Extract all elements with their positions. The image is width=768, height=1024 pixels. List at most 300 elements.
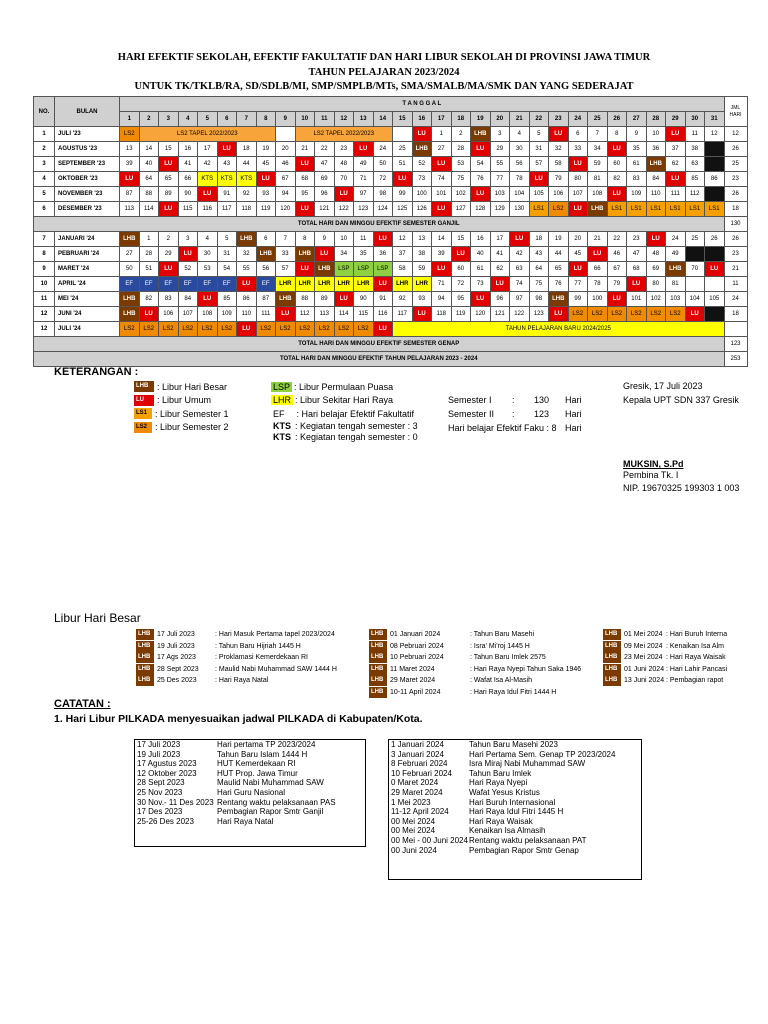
day-cell: 124 xyxy=(373,202,393,217)
lhb-badge: LHB xyxy=(136,641,154,652)
day-cell: EF xyxy=(178,277,198,292)
day-cell: 90 xyxy=(354,292,374,307)
catatan-desc: Hari Raya Idul Fitri 1445 H xyxy=(469,807,564,817)
day-cell xyxy=(705,247,725,262)
lhb-badge: LHB xyxy=(136,664,154,675)
day-cell: LU xyxy=(198,187,218,202)
day-cell: 18 xyxy=(237,142,257,157)
day-cell: 36 xyxy=(373,247,393,262)
day-cell: LU xyxy=(490,277,510,292)
day-cell: 117 xyxy=(217,202,237,217)
row-number: 7 xyxy=(34,232,55,247)
day-cell: LHB xyxy=(120,292,140,307)
day-cell: EF xyxy=(159,277,179,292)
day-cell: 71 xyxy=(354,172,374,187)
day-cell: LU xyxy=(568,157,588,172)
libur-column-3 xyxy=(603,629,727,687)
day-cell: LSP xyxy=(373,262,393,277)
day-cell: 50 xyxy=(373,157,393,172)
lhb-badge: LHB xyxy=(136,675,154,686)
day-cell xyxy=(705,277,725,292)
day-cell: 5 xyxy=(217,232,237,247)
day-cell: 80 xyxy=(568,172,588,187)
day-cell: 112 xyxy=(685,187,705,202)
day-header: 2 xyxy=(139,112,159,127)
day-header: 13 xyxy=(354,112,374,127)
day-cell: 32 xyxy=(549,142,569,157)
period-span: LS2 TAPEL 2022/2023 xyxy=(295,127,393,142)
day-cell: LU xyxy=(529,172,549,187)
legend-badge: LU xyxy=(134,395,154,406)
day-header: 15 xyxy=(393,112,413,127)
day-cell: 107 xyxy=(178,307,198,322)
libur-date: 23 Mei 2024 xyxy=(624,654,663,662)
month-name: DESEMBER '23 xyxy=(55,202,120,217)
fakultatif-label: Hari belajar Efektif Faku : 8 xyxy=(448,423,557,433)
day-cell: 55 xyxy=(490,157,510,172)
libur-date: 09 Mei 2024 xyxy=(624,642,663,650)
day-header: 26 xyxy=(607,112,627,127)
lhb-badge: LHB xyxy=(603,664,621,675)
day-header: 5 xyxy=(198,112,218,127)
day-cell: 38 xyxy=(685,142,705,157)
day-cell: 121 xyxy=(315,202,335,217)
day-cell: 18 xyxy=(529,232,549,247)
row-number: 6 xyxy=(34,202,55,217)
day-cell: LS1 xyxy=(529,202,549,217)
day-cell: 31 xyxy=(217,247,237,262)
catatan-item xyxy=(389,798,641,808)
catatan-item xyxy=(389,817,641,827)
day-cell: LU xyxy=(549,307,569,322)
day-cell: 32 xyxy=(237,247,257,262)
day-cell: 95 xyxy=(451,292,471,307)
day-cell: 96 xyxy=(315,187,335,202)
day-cell: 44 xyxy=(237,157,257,172)
day-cell: 82 xyxy=(607,172,627,187)
day-cell: 43 xyxy=(217,157,237,172)
day-cell: 100 xyxy=(588,292,608,307)
libur-item xyxy=(603,641,727,653)
month-row xyxy=(34,277,748,292)
day-cell: 123 xyxy=(529,307,549,322)
catatan-desc: Hari Pertama Sem. Genap TP 2023/2024 xyxy=(469,749,616,759)
day-cell: LHB xyxy=(120,307,140,322)
day-cell: 14 xyxy=(432,232,452,247)
day-cell: 38 xyxy=(412,247,432,262)
day-cell: 42 xyxy=(510,247,530,262)
catatan-item xyxy=(389,826,641,836)
legend-item xyxy=(134,380,229,394)
catatan-item xyxy=(135,750,365,760)
day-cell: LU xyxy=(315,247,335,262)
day-cell: 73 xyxy=(471,277,491,292)
catatan-date: 17 Des 2023 xyxy=(137,807,183,817)
day-cell: LS2 xyxy=(646,307,666,322)
day-cell: 129 xyxy=(490,202,510,217)
day-cell: LS2 xyxy=(178,322,198,337)
catatan-desc: Tahun Baru Masehi 2023 xyxy=(469,740,558,749)
day-cell: 62 xyxy=(666,157,686,172)
month-total: 26 xyxy=(724,187,747,202)
day-cell: 98 xyxy=(529,292,549,307)
month-row xyxy=(34,232,748,247)
day-cell xyxy=(705,187,725,202)
catatan-date: 8 Februari 2024 xyxy=(391,759,448,769)
catatan-desc: Kenaikan Isa Almasih xyxy=(469,826,546,836)
day-cell: 130 xyxy=(510,202,530,217)
day-cell: 98 xyxy=(373,187,393,202)
day-cell: 111 xyxy=(256,307,276,322)
month-total: 18 xyxy=(724,307,747,322)
day-number-row xyxy=(34,112,748,127)
lhb-badge: LHB xyxy=(136,629,154,640)
month-name: SEPTEMBER '23 xyxy=(55,157,120,172)
catatan-item xyxy=(135,807,365,817)
day-cell: 42 xyxy=(198,157,218,172)
libur-desc: : Pembagian rapot xyxy=(666,677,724,685)
day-cell: LHB xyxy=(256,247,276,262)
day-cell: 115 xyxy=(354,307,374,322)
day-cell: 116 xyxy=(373,307,393,322)
legend-badge: LS1 xyxy=(134,408,152,419)
month-total: 18 xyxy=(724,202,747,217)
semester2-unit: Hari xyxy=(565,409,582,419)
day-cell: 10 xyxy=(646,127,666,142)
day-header: 14 xyxy=(373,112,393,127)
day-cell: 92 xyxy=(393,292,413,307)
day-cell: 33 xyxy=(276,247,296,262)
libur-desc: : Proklamasi Kemerdekaan RI xyxy=(215,654,308,662)
day-cell xyxy=(276,127,296,142)
day-cell: 100 xyxy=(412,187,432,202)
total-value: 253 xyxy=(724,352,747,367)
day-cell: LU xyxy=(237,277,257,292)
catatan-item xyxy=(135,788,365,798)
month-total xyxy=(724,322,747,337)
day-cell: 80 xyxy=(646,277,666,292)
libur-date: 11 Maret 2024 xyxy=(390,665,435,673)
libur-item xyxy=(369,652,581,664)
day-cell: 93 xyxy=(256,187,276,202)
catatan-item xyxy=(135,817,365,827)
day-cell: 110 xyxy=(646,187,666,202)
day-header: 17 xyxy=(432,112,452,127)
day-header: 7 xyxy=(237,112,257,127)
day-cell: 6 xyxy=(568,127,588,142)
day-cell: LHB xyxy=(237,232,257,247)
row-number: 12 xyxy=(34,307,55,322)
day-header: 31 xyxy=(705,112,725,127)
month-name: APRIL '24 xyxy=(55,277,120,292)
legend-badge: LS2 xyxy=(134,422,152,433)
day-cell: LU xyxy=(295,157,315,172)
day-cell: 27 xyxy=(432,142,452,157)
day-cell: 87 xyxy=(256,292,276,307)
day-cell: LU xyxy=(373,232,393,247)
day-cell: LU xyxy=(139,307,159,322)
total-value: 123 xyxy=(724,337,747,352)
month-row xyxy=(34,142,748,157)
day-cell: LU xyxy=(178,247,198,262)
day-cell: LHR xyxy=(276,277,296,292)
catatan-date: 00 Juni 2024 xyxy=(391,845,437,855)
day-cell: LS2 xyxy=(120,127,140,142)
day-cell: 56 xyxy=(256,262,276,277)
catatan-desc: Maulid Nabi Muhammad SAW xyxy=(217,778,324,788)
day-cell: LU xyxy=(217,142,237,157)
day-cell: 110 xyxy=(237,307,257,322)
libur-column-2 xyxy=(369,629,581,698)
month-row xyxy=(34,187,748,202)
table-header-row xyxy=(34,97,748,112)
legend-item xyxy=(271,432,418,443)
day-cell: 66 xyxy=(588,262,608,277)
month-total: 11 xyxy=(724,277,747,292)
day-cell: 89 xyxy=(159,187,179,202)
day-cell: 77 xyxy=(490,172,510,187)
catatan-date: 17 Juli 2023 xyxy=(137,740,181,749)
catatan-item xyxy=(135,740,365,750)
month-row xyxy=(34,292,748,307)
month-name: MARET '24 xyxy=(55,262,120,277)
libur-desc: : Wafat Isa Al-Masih xyxy=(470,677,532,685)
day-cell: LU xyxy=(549,127,569,142)
day-cell: 60 xyxy=(451,262,471,277)
catatan-date: 25-26 Des 2023 xyxy=(137,816,194,826)
day-cell: EF xyxy=(120,277,140,292)
day-cell: LU xyxy=(471,292,491,307)
day-cell: 109 xyxy=(627,187,647,202)
catatan-desc: HUT Kemerdekaan RI xyxy=(217,759,296,769)
libur-desc: : Isra' Mi'roj 1445 H xyxy=(470,642,530,650)
libur-item xyxy=(603,652,727,664)
day-cell: 25 xyxy=(393,142,413,157)
row-number: 2 xyxy=(34,142,55,157)
day-cell: LU xyxy=(568,262,588,277)
catatan-desc: Rentang waktu pelaksanaan PAT xyxy=(469,835,587,845)
day-cell: 120 xyxy=(471,307,491,322)
day-cell: LHB xyxy=(412,142,432,157)
month-name: JULI '24 xyxy=(55,322,120,337)
day-cell: LU xyxy=(471,187,491,202)
day-header: 18 xyxy=(451,112,471,127)
day-cell: 12 xyxy=(393,232,413,247)
day-cell: LU xyxy=(198,292,218,307)
legend-item xyxy=(134,394,229,408)
row-number: 4 xyxy=(34,172,55,187)
total-row xyxy=(34,352,748,367)
lhb-badge: LHB xyxy=(369,641,387,652)
day-cell: 7 xyxy=(588,127,608,142)
day-header: 28 xyxy=(646,112,666,127)
total-value: 130 xyxy=(724,217,747,232)
doc-title-line2: TAHUN PELAJARAN 2023/2024 xyxy=(308,67,460,78)
day-cell: EF xyxy=(198,277,218,292)
day-cell: 57 xyxy=(529,157,549,172)
catatan-box-semester-2 xyxy=(388,739,642,880)
semester2-label: Semester II xyxy=(448,409,495,419)
day-cell: 67 xyxy=(276,172,296,187)
day-header: 11 xyxy=(315,112,335,127)
day-cell: LU xyxy=(276,307,296,322)
day-cell: 74 xyxy=(432,172,452,187)
month-row xyxy=(34,127,748,142)
row-number: 11 xyxy=(34,292,55,307)
day-cell xyxy=(705,157,725,172)
day-cell: LS1 xyxy=(607,202,627,217)
row-number: 10 xyxy=(34,277,55,292)
day-header: 12 xyxy=(334,112,354,127)
day-cell: 31 xyxy=(529,142,549,157)
day-cell: 88 xyxy=(139,187,159,202)
col-jml-header: JML HARI xyxy=(724,97,747,127)
day-cell: 8 xyxy=(607,127,627,142)
day-cell: 53 xyxy=(198,262,218,277)
day-cell: 82 xyxy=(139,292,159,307)
day-cell: LU xyxy=(646,232,666,247)
day-cell: LS2 xyxy=(276,322,296,337)
day-cell: 104 xyxy=(510,187,530,202)
day-cell: 91 xyxy=(373,292,393,307)
day-cell: LS2 xyxy=(198,322,218,337)
day-header: 23 xyxy=(549,112,569,127)
day-cell: 23 xyxy=(334,142,354,157)
legend-badge: LSP xyxy=(273,381,291,392)
libur-item xyxy=(369,687,581,699)
day-cell: 39 xyxy=(120,157,140,172)
day-cell: 70 xyxy=(334,172,354,187)
lhb-badge: LHB xyxy=(369,675,387,686)
libur-item xyxy=(369,675,581,687)
day-cell: 47 xyxy=(315,157,335,172)
day-header: 10 xyxy=(295,112,315,127)
day-cell: 49 xyxy=(354,157,374,172)
catatan-desc: Hari Raya Waisak xyxy=(469,816,533,826)
day-cell: 69 xyxy=(646,262,666,277)
day-cell: LS2 xyxy=(607,307,627,322)
day-cell: LHR xyxy=(354,277,374,292)
day-cell: 63 xyxy=(685,157,705,172)
day-cell: 13 xyxy=(412,232,432,247)
libur-date: 28 Sept 2023 xyxy=(157,665,199,673)
day-cell: 61 xyxy=(627,157,647,172)
day-header: 1 xyxy=(120,112,140,127)
day-cell xyxy=(705,307,725,322)
catatan-date: 1 Januari 2024 xyxy=(391,740,444,749)
day-header: 8 xyxy=(256,112,276,127)
day-cell: 105 xyxy=(529,187,549,202)
day-cell: 75 xyxy=(451,172,471,187)
libur-item xyxy=(369,629,581,641)
catatan-date: 11-12 April 2024 xyxy=(391,807,449,817)
libur-desc: : Hari Raya Idul Fitri 1444 H xyxy=(470,688,557,696)
semester1-label: Semester I xyxy=(448,395,492,405)
day-cell: 97 xyxy=(354,187,374,202)
libur-desc: : Hari Lahir Pancasi xyxy=(666,665,728,673)
day-cell: LS2 xyxy=(159,322,179,337)
day-cell: 68 xyxy=(627,262,647,277)
day-cell: 19 xyxy=(549,232,569,247)
day-cell: 99 xyxy=(568,292,588,307)
catatan-item xyxy=(135,769,365,779)
month-name: OKTOBER '23 xyxy=(55,172,120,187)
signature-name: MUKSIN, S.Pd xyxy=(623,459,684,469)
day-cell: 24 xyxy=(373,142,393,157)
lhb-badge: LHB xyxy=(603,641,621,652)
day-cell: 2 xyxy=(159,232,179,247)
day-cell: 119 xyxy=(451,307,471,322)
day-cell: 113 xyxy=(120,202,140,217)
day-cell: 29 xyxy=(490,142,510,157)
day-cell: 76 xyxy=(549,277,569,292)
day-cell: 53 xyxy=(451,157,471,172)
legend-group-1 xyxy=(134,380,229,434)
day-cell: LS2 xyxy=(315,322,335,337)
catatan-desc: Pembagian Rapor Smtr Genap xyxy=(469,845,579,855)
month-total: 23 xyxy=(724,172,747,187)
day-cell: LS2 xyxy=(256,322,276,337)
day-cell: 117 xyxy=(393,307,413,322)
legend-item xyxy=(134,421,229,435)
calendar-table xyxy=(33,96,748,367)
day-cell: 26 xyxy=(705,232,725,247)
day-cell: 58 xyxy=(393,262,413,277)
libur-date: 01 Januari 2024 xyxy=(390,631,441,639)
catatan-desc: Wafat Yesus Kristus xyxy=(469,787,540,797)
libur-desc: : Tahun Baru Masehi xyxy=(470,631,535,639)
day-cell: 9 xyxy=(627,127,647,142)
day-cell: LU xyxy=(373,277,393,292)
day-cell: 46 xyxy=(607,247,627,262)
day-cell: LU xyxy=(607,187,627,202)
day-cell: 83 xyxy=(627,172,647,187)
catatan-item xyxy=(135,778,365,788)
day-cell: LU xyxy=(627,277,647,292)
day-cell: 37 xyxy=(393,247,413,262)
lhb-badge: LHB xyxy=(603,629,621,640)
day-cell: 115 xyxy=(178,202,198,217)
day-cell: 94 xyxy=(276,187,296,202)
libur-item xyxy=(603,664,727,676)
day-cell: LU xyxy=(432,157,452,172)
day-cell: 4 xyxy=(510,127,530,142)
day-cell: 88 xyxy=(295,292,315,307)
legend-badge: EF xyxy=(273,408,285,419)
day-cell: LHB xyxy=(295,247,315,262)
day-cell: 72 xyxy=(451,277,471,292)
catatan-item xyxy=(135,798,365,808)
keterangan-title: KETERANGAN : xyxy=(54,366,139,378)
libur-desc: : Hari Raya Nyepi Tahun Saka 1946 xyxy=(470,665,582,673)
day-cell: LU xyxy=(471,142,491,157)
day-cell: 10 xyxy=(334,232,354,247)
catatan-date: 3 Januari 2024 xyxy=(391,749,444,759)
day-cell: 55 xyxy=(237,262,257,277)
libur-date: 17 Juli 2023 xyxy=(157,631,195,639)
day-cell: 35 xyxy=(354,247,374,262)
day-cell: LU xyxy=(432,202,452,217)
day-cell: 86 xyxy=(705,172,725,187)
day-cell: 105 xyxy=(705,292,725,307)
day-cell: 114 xyxy=(334,307,354,322)
catatan-box-semester-1 xyxy=(134,739,366,847)
libur-column-1 xyxy=(136,629,337,687)
day-cell: 103 xyxy=(666,292,686,307)
day-cell: LU xyxy=(373,322,393,337)
day-cell: 111 xyxy=(666,187,686,202)
day-cell: LU xyxy=(159,157,179,172)
